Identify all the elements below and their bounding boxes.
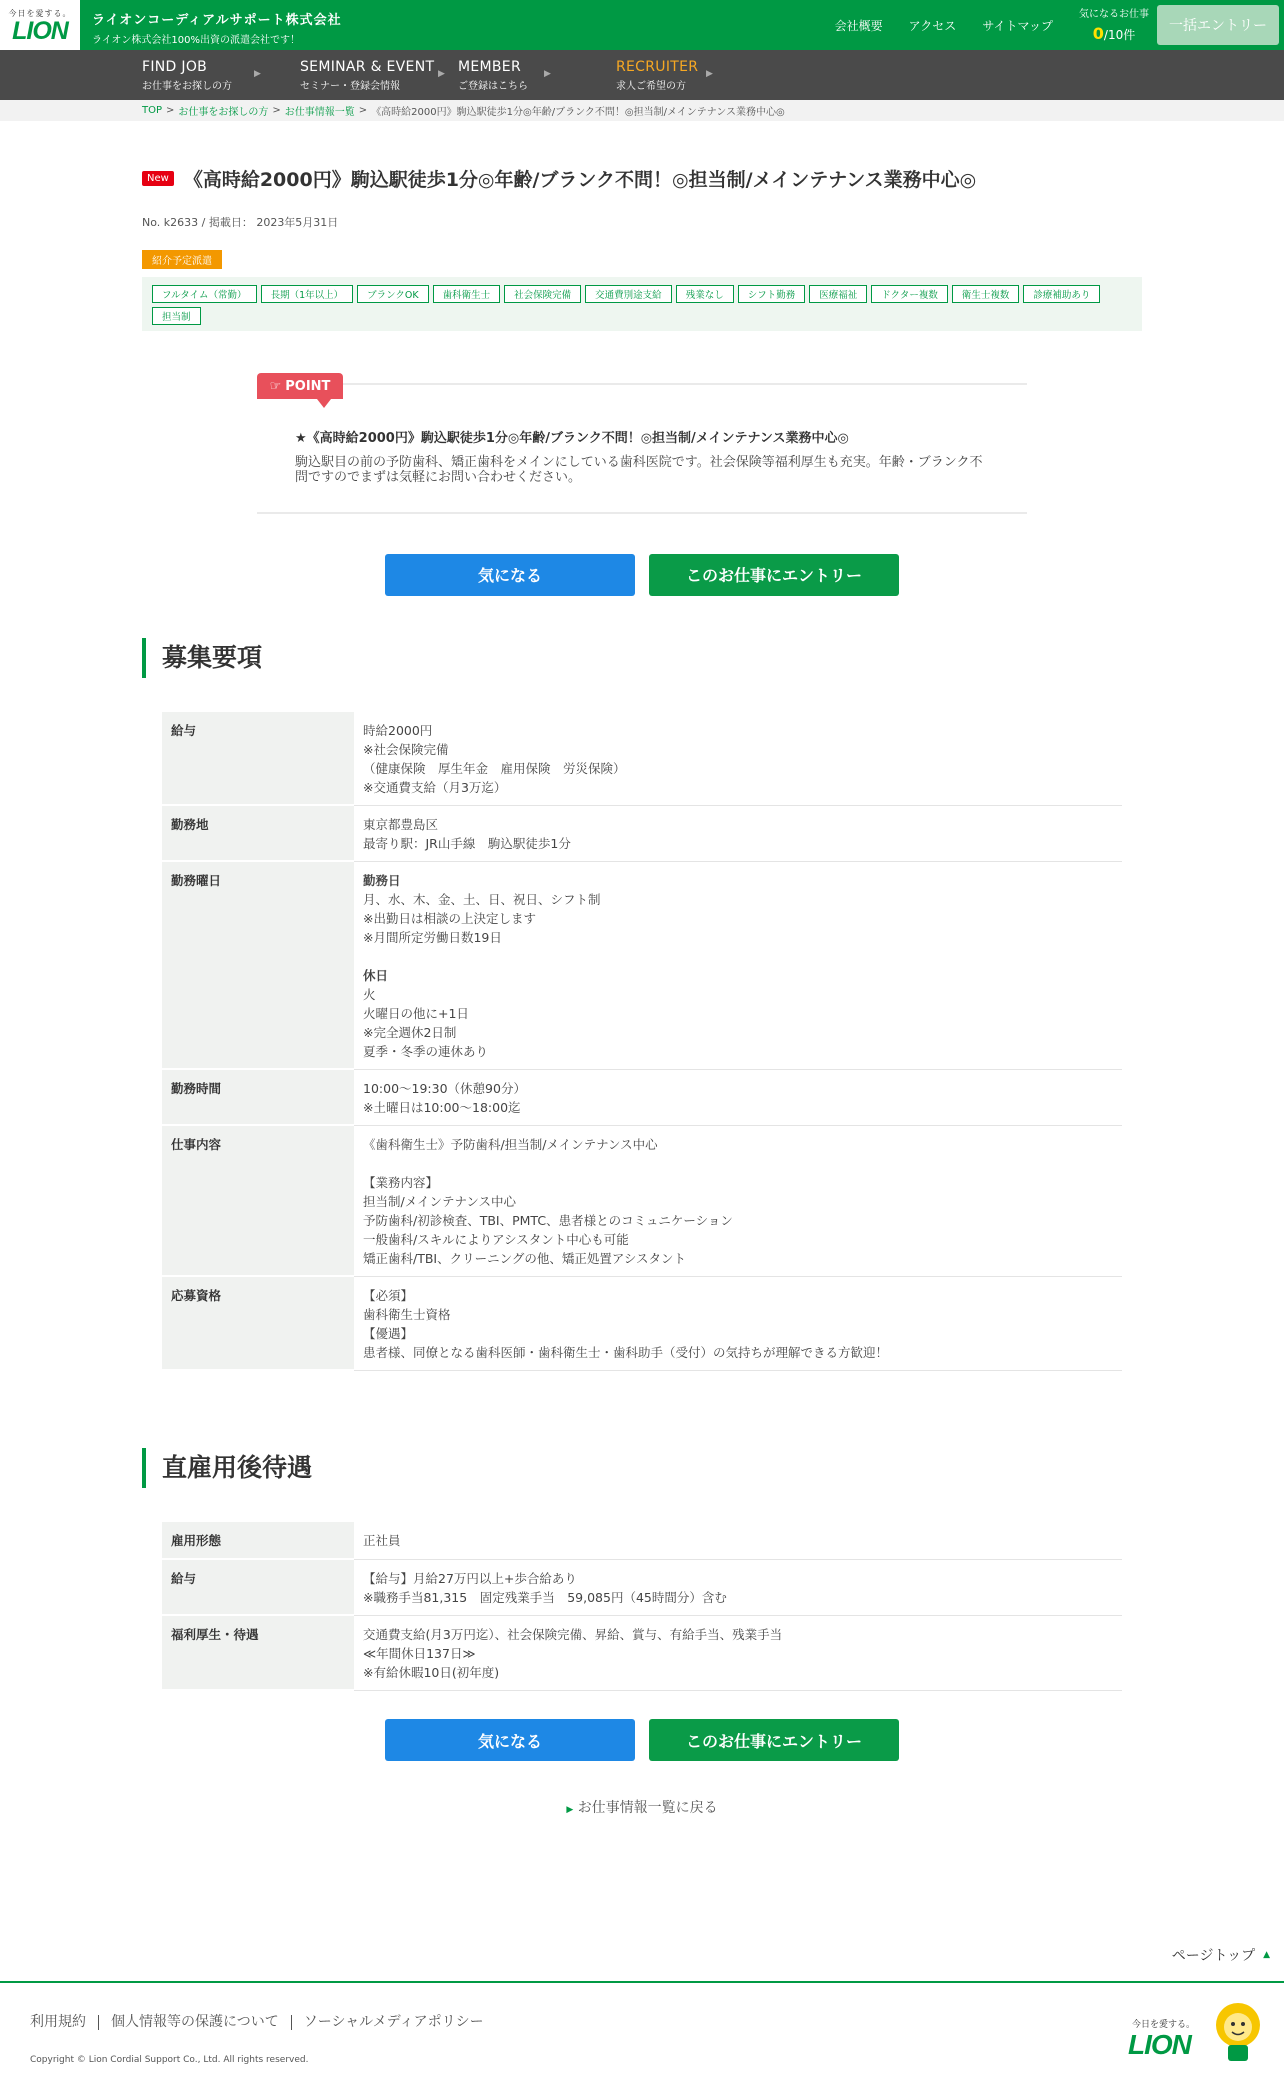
nav-recruiter[interactable] <box>616 50 774 100</box>
point-body: 駒込駅目の前の予防歯科、矯正歯科をメインにしている歯科医院です。社会保険等福利厚生も充実。年齢・ブランク不問ですのでまずは気軽にお問い合わせください。 <box>295 455 983 485</box>
row-value <box>354 1125 1122 1276</box>
workdays-heading: 勤務日 <box>363 872 401 888</box>
row-label: 福利厚生・待遇 <box>162 1615 354 1690</box>
table-row <box>162 861 1122 1069</box>
row-value <box>354 712 1122 806</box>
row-label: 勤務地 <box>162 805 354 861</box>
terms-link[interactable]: 利用規約 <box>30 2014 86 2030</box>
job-tags <box>142 277 1142 331</box>
favorite-button[interactable]: 気になる <box>385 1719 635 1761</box>
job-tag: 診療補助あり <box>1023 285 1100 303</box>
chevron-right-icon: ▶ <box>566 1805 574 1816</box>
breadcrumb-separator: > <box>358 105 368 116</box>
value-line: （健康保険 厚生年金 雇用保険 労災保険） <box>363 760 626 776</box>
value-line: ※社会保険完備 <box>363 741 449 757</box>
job-tag: 残業なし <box>676 285 734 303</box>
job-tag: 長期（1年以上） <box>261 285 354 303</box>
nav-seminar-event[interactable] <box>300 50 458 100</box>
page-top-link[interactable] <box>1172 1945 1270 1965</box>
table-row <box>162 1069 1122 1125</box>
footer-logo-wordmark: LION <box>1128 2029 1191 2060</box>
sitemap-link[interactable]: サイトマップ <box>982 18 1053 33</box>
job-tag: フルタイム（常勤） <box>152 285 257 303</box>
back-to-list <box>142 1797 1142 1817</box>
job-title-row <box>142 165 1142 192</box>
main-content <box>0 165 1284 1817</box>
job-tag: ブランクOK <box>357 285 429 303</box>
breadcrumb-current: 《高時給2000円》駒込駅徒歩1分◎年齢/ブランク不問！◎担当制/メインテナンス業務中心◎ <box>371 107 785 118</box>
value-line: 火曜日の他に+1日 <box>363 1005 469 1021</box>
site-footer <box>0 1981 1284 2097</box>
table-row <box>162 1559 1122 1615</box>
value-line: 交通費支給(月3万円迄）、社会保険完備、昇給、賞与、有給手当、残業手当 <box>363 1626 783 1642</box>
table-row <box>162 712 1122 806</box>
entry-button[interactable]: このお仕事にエントリー <box>649 1719 899 1761</box>
copyright: Copyright © Lion Cordial Support Co., Ltd. All rights reserved. <box>30 2055 309 2065</box>
breadcrumb-job-list[interactable]: お仕事情報一覧 <box>284 107 355 118</box>
row-label: 給与 <box>162 1559 354 1615</box>
row-value: 正社員 <box>354 1522 1122 1559</box>
company-subtitle: ライオン株式会社100%出資の派遣会社です！ <box>92 35 300 46</box>
company-name: ライオンコーディアルサポート株式会社 <box>92 13 342 28</box>
company-overview-link[interactable]: 会社概要 <box>834 18 883 33</box>
value-line: 火 <box>363 986 376 1002</box>
requirements-table <box>162 712 1122 1372</box>
job-tag: 社会保険完備 <box>504 285 581 303</box>
value-line: ※土曜日は10:00～18:00迄 <box>363 1099 521 1115</box>
value-line: ※月間所定労働日数19日 <box>363 929 502 945</box>
nav-member[interactable] <box>458 50 616 100</box>
value-line: 10:00～19:30（休憩90分） <box>363 1080 526 1096</box>
job-tag: 交通費別途支給 <box>585 285 672 303</box>
row-label: 給与 <box>162 712 354 806</box>
requirements-heading: 募集要項 <box>142 638 1142 678</box>
job-title: 《高時給2000円》駒込駅徒歩1分◎年齢/ブランク不問！◎担当制/メインテナンス業務中心◎ <box>183 169 977 191</box>
row-value <box>354 1615 1122 1690</box>
after-hire-heading: 直雇用後待遇 <box>142 1448 1142 1488</box>
table-row <box>162 1522 1122 1559</box>
global-nav <box>0 50 1284 100</box>
row-value <box>354 1069 1122 1125</box>
page-top-label: ページトップ <box>1171 1948 1256 1964</box>
chevron-right-icon: ▶ <box>544 69 551 79</box>
job-tag: シフト勤務 <box>738 285 806 303</box>
nav-find-job-label: FIND JOB <box>142 59 208 75</box>
pointing-hand-icon: ☞ <box>269 378 282 394</box>
point-badge <box>257 373 343 399</box>
nav-seminar-label: SEMINAR & EVENT <box>300 59 435 75</box>
value-line: 時給2000円 <box>363 722 433 738</box>
value-line: ※有給休暇10日(初年度) <box>363 1664 500 1680</box>
spacer <box>363 947 1114 966</box>
breadcrumb-separator: > <box>166 105 175 116</box>
value-line: 【業務内容】 <box>363 1174 439 1190</box>
job-tag: ドクター複数 <box>871 285 948 303</box>
breadcrumb-top[interactable]: TOP <box>142 105 163 116</box>
value-line: 担当制/メインテナンス中心 <box>363 1193 516 1209</box>
table-row <box>162 805 1122 861</box>
privacy-link[interactable]: 個人情報等の保護について <box>111 2014 279 2030</box>
value-line: 【優遇】 <box>363 1325 414 1341</box>
new-badge: New <box>142 171 174 186</box>
job-meta: No. k2633 / 掲載日： 2023年5月31日 <box>142 216 339 229</box>
action-buttons-bottom <box>142 1719 1142 1761</box>
row-value <box>354 805 1122 861</box>
nav-recruiter-sub: 求人ご希望の方 <box>616 81 686 92</box>
value-line: 東京都豊島区 <box>363 816 439 832</box>
employment-type-badge: 紹介予定派遣 <box>142 250 222 269</box>
company-block <box>80 0 835 50</box>
value-line: 《歯科衛生士》予防歯科/担当制/メインテナンス中心 <box>363 1136 658 1152</box>
job-tag: 医療福祉 <box>809 285 867 303</box>
row-label: 応募資格 <box>162 1276 354 1370</box>
chevron-right-icon: ▶ <box>438 69 445 79</box>
row-label: 勤務時間 <box>162 1069 354 1125</box>
divider <box>337 383 1027 385</box>
access-link[interactable]: アクセス <box>908 18 957 33</box>
table-row <box>162 1276 1122 1370</box>
footer-lion-logo[interactable] <box>1126 1995 1266 2067</box>
lion-logo[interactable] <box>0 0 80 50</box>
footer-links <box>30 2015 496 2030</box>
chevron-right-icon: ▶ <box>254 69 261 79</box>
point-badge-label: POINT <box>285 378 331 394</box>
table-row <box>162 1125 1122 1276</box>
logo-tagline: 今日を愛する。 <box>8 8 72 18</box>
value-line: 【必須】 <box>363 1287 414 1303</box>
value-line: 患者様、同僚となる歯科医師・歯科衛生士・歯科助手（受付）の気持ちが理解できる方歓迎！ <box>363 1344 889 1360</box>
value-line: ※職務手当81,315 固定残業手当 59,085円（45時間分）含む <box>363 1589 727 1605</box>
value-line: 予防歯科/初診検査、TBI、PMTC、患者様とのコミュニケーション <box>363 1212 733 1228</box>
row-value <box>354 1559 1122 1615</box>
footer-logo-tagline: 今日を愛する。 <box>1132 2020 1196 2030</box>
row-value <box>354 1276 1122 1370</box>
value-line: 夏季・冬季の連休あり <box>363 1043 489 1059</box>
site-header <box>0 0 1284 50</box>
row-label: 雇用形態 <box>162 1522 354 1559</box>
value-line: ≪年間休日137日≫ <box>363 1645 476 1661</box>
nav-find-job[interactable] <box>142 50 300 100</box>
job-tag: 担当制 <box>152 307 201 325</box>
nav-member-sub: ご登録はこちら <box>458 81 528 92</box>
point-box <box>257 373 1027 514</box>
breadcrumb <box>0 100 1284 121</box>
breadcrumb-separator: > <box>272 105 281 116</box>
logo-wordmark: LION <box>12 16 68 45</box>
favorite-button[interactable]: 気になる <box>385 554 635 596</box>
favorite-jobs-label: 気になるお仕事 <box>1079 9 1149 20</box>
row-label: 仕事内容 <box>162 1125 354 1276</box>
favorite-jobs-counter[interactable] <box>1071 0 1157 50</box>
value-line: 最寄り駅：JR山手線 駒込駅徒歩1分 <box>363 835 571 851</box>
value-line: 矯正歯科/TBI、クリーニングの他、矯正処置アシスタント <box>363 1250 686 1266</box>
table-row <box>162 1615 1122 1690</box>
nav-recruiter-label: RECRUITER <box>616 59 699 75</box>
breadcrumb-find-job[interactable]: お仕事をお探しの方 <box>178 107 269 118</box>
row-label: 勤務曜日 <box>162 861 354 1069</box>
favorite-jobs-count: 0/10件 <box>1092 24 1136 43</box>
value-line: 【給与】月給27万円以上+歩合給あり <box>363 1570 577 1586</box>
nav-seminar-sub: セミナー・登録会情報 <box>300 81 400 92</box>
header-links <box>835 0 1071 50</box>
action-buttons-top <box>142 554 1142 596</box>
value-line: ※完全週休2日制 <box>363 1024 457 1040</box>
social-policy-link[interactable]: ソーシャルメディアポリシー <box>303 2014 484 2030</box>
value-line: ※出勤日は相談の上決定します <box>363 910 536 926</box>
nav-member-label: MEMBER <box>458 59 521 75</box>
chevron-right-icon: ▶ <box>706 69 713 79</box>
job-tag: 衛生士複数 <box>952 285 1020 303</box>
value-line: 一般歯科/スキルによりアシスタント中心も可能 <box>363 1231 629 1247</box>
value-line: 歯科衛生士資格 <box>363 1306 451 1322</box>
point-heading: ★《高時給2000円》駒込駅徒歩1分◎年齢/ブランク不問！◎担当制/メインテナンス業務中心◎ <box>295 431 849 446</box>
spacer <box>363 1154 1114 1173</box>
arrow-up-icon: ▲ <box>1263 1950 1270 1960</box>
back-to-list-link[interactable]: お仕事情報一覧に戻る <box>577 1800 718 1817</box>
nav-find-job-sub: お仕事をお探しの方 <box>142 81 232 92</box>
row-value <box>354 861 1122 1069</box>
entry-button[interactable]: このお仕事にエントリー <box>649 554 899 596</box>
value-line: 月、水、木、金、土、日、祝日、シフト制 <box>363 891 601 907</box>
job-tag: 歯科衛生士 <box>433 285 501 303</box>
holidays-heading: 休日 <box>363 967 389 983</box>
bulk-entry-button[interactable]: 一括エントリー <box>1157 5 1279 45</box>
after-hire-table <box>162 1522 1122 1691</box>
value-line: ※交通費支給（月3万迄） <box>363 779 507 795</box>
